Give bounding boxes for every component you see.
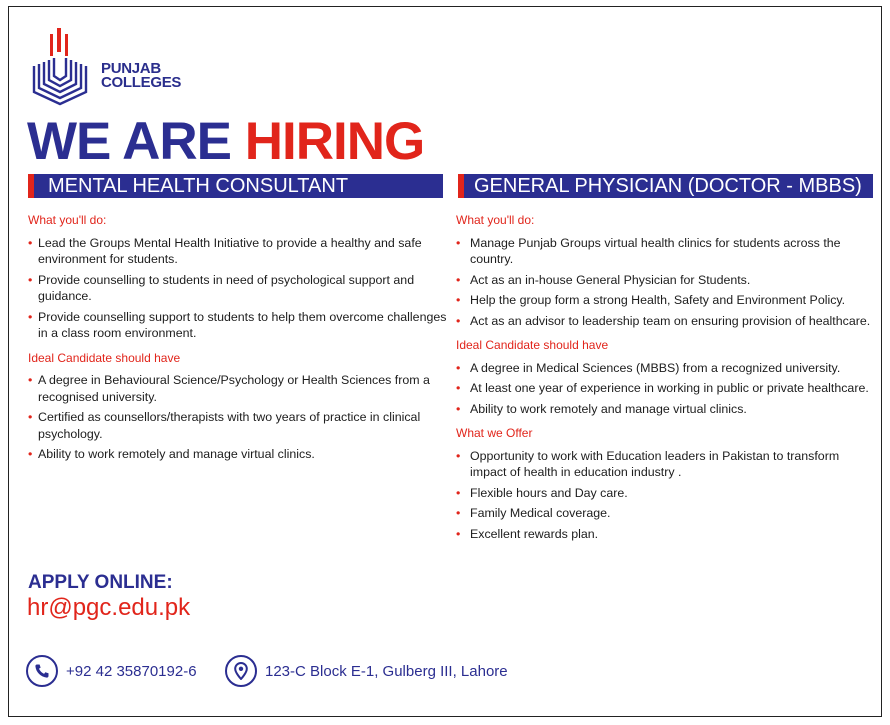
offer-list bbox=[456, 448, 876, 543]
duties-list bbox=[28, 235, 448, 342]
punjab-colleges-logo-icon bbox=[28, 26, 94, 106]
headline-part-2: HIRING bbox=[244, 112, 425, 171]
list-item: • Ability to work remotely and manage virtual clinics. bbox=[456, 401, 876, 418]
list-item: • Certified as counsellors/therapists with two years of practice in clinical psychology. bbox=[28, 409, 448, 442]
job-title-general-physician: GENERAL PHYSICIAN (DOCTOR - MBBS) bbox=[458, 174, 873, 198]
list-item: • Ability to work remotely and manage virtual clinics. bbox=[28, 446, 448, 463]
section-heading: What you'll do: bbox=[28, 213, 107, 227]
list-item: • Family Medical coverage. bbox=[456, 505, 876, 522]
list-item: • Provide counselling support to students to help them overcome challenges in a class room environment. bbox=[28, 309, 448, 342]
mental-health-column bbox=[28, 212, 448, 471]
list-item: • Act as an advisor to leadership team on ensuring provision of healthcare. bbox=[456, 313, 876, 330]
list-item: • Excellent rewards plan. bbox=[456, 526, 876, 543]
list-item: • Flexible hours and Day care. bbox=[456, 485, 876, 502]
requirements-list bbox=[28, 372, 448, 463]
list-item: • Help the group form a strong Health, Safety and Environment Policy. bbox=[456, 292, 876, 309]
list-item: • Manage Punjab Groups virtual health clinics for students across the country. bbox=[456, 235, 876, 268]
section-heading: What we Offer bbox=[456, 426, 533, 440]
apply-email-link[interactable]: hr@pgc.edu.pk bbox=[27, 594, 191, 621]
requirements-list bbox=[456, 360, 876, 418]
phone-number: +92 42 35870192-6 bbox=[66, 662, 197, 680]
brand-name bbox=[101, 62, 181, 90]
duties-list bbox=[456, 235, 876, 330]
list-item: • Lead the Groups Mental Health Initiative to provide a healthy and safe environment for students. bbox=[28, 235, 448, 268]
brand-line-1: PUNJAB bbox=[101, 60, 161, 77]
list-item: • Opportunity to work with Education leaders in Pakistan to transform impact of health in education industry . bbox=[456, 448, 876, 481]
address-contact bbox=[225, 654, 508, 688]
section-heading: Ideal Candidate should have bbox=[28, 350, 181, 365]
page-headline bbox=[27, 110, 424, 174]
general-physician-column bbox=[456, 212, 876, 550]
list-item: • At least one year of experience in working in public or private healthcare. bbox=[456, 380, 876, 397]
brand-line-2: COLLEGES bbox=[101, 74, 182, 91]
list-item: • Provide counselling to students in need of psychological support and guidance. bbox=[28, 272, 448, 305]
address-text: 123-C Block E-1, Gulberg III, Lahore bbox=[265, 662, 508, 680]
section-heading: What you'll do: bbox=[456, 213, 535, 227]
apply-online-label: APPLY ONLINE: bbox=[28, 572, 173, 593]
job-title-mental-health: MENTAL HEALTH CONSULTANT bbox=[28, 174, 443, 198]
section-heading: Ideal Candidate should have bbox=[456, 338, 609, 352]
headline-part-1: WE ARE bbox=[27, 112, 245, 171]
map-pin-icon bbox=[225, 655, 257, 687]
list-item: • Act as an in-house General Physician for Students. bbox=[456, 272, 876, 289]
phone-icon bbox=[26, 655, 58, 687]
phone-contact[interactable] bbox=[26, 654, 197, 688]
list-item: • A degree in Behavioural Science/Psychology or Health Sciences from a recognised university. bbox=[28, 372, 448, 405]
list-item: • A degree in Medical Sciences (MBBS) from a recognized university. bbox=[456, 360, 876, 377]
